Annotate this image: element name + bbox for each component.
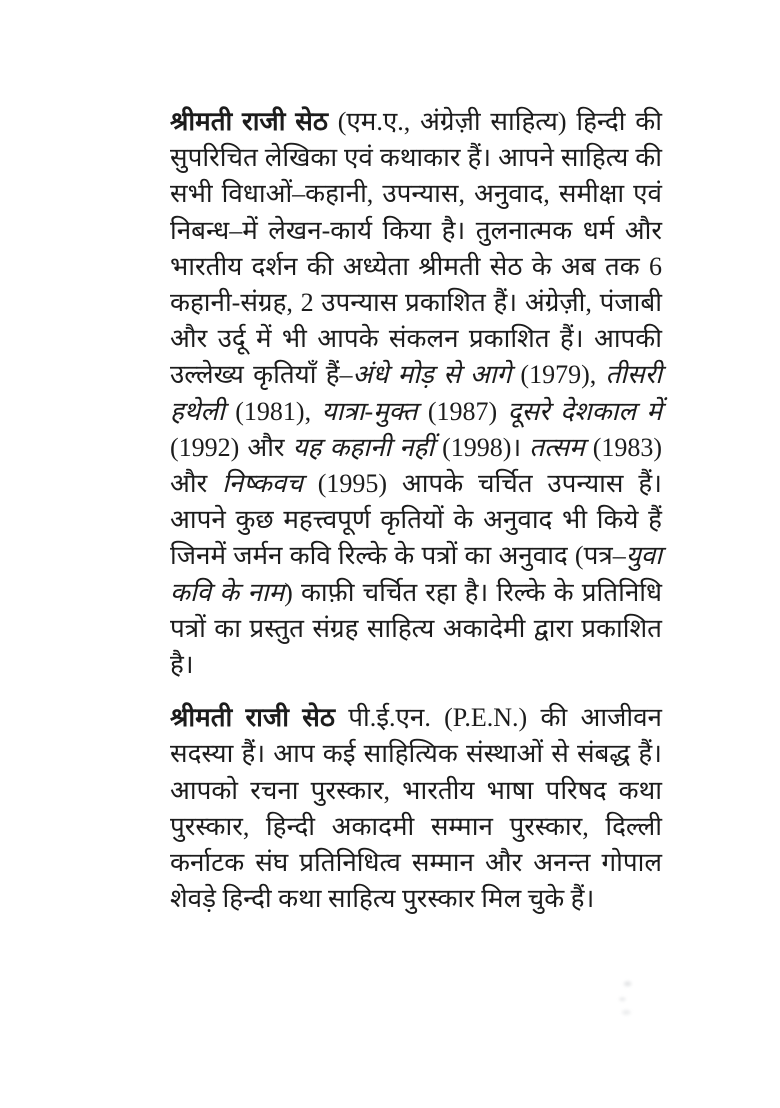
text-run-normal: (1992) और	[170, 432, 293, 462]
text-run-normal: (1981),	[224, 396, 322, 426]
text-run-italic: निष्कवच	[222, 469, 303, 499]
text-run-italic: युवा कवि के नाम	[170, 541, 662, 607]
text-run-italic: यात्रा-मुक्त	[321, 396, 418, 426]
text-run-italic: अंधे मोड़ से आगे	[352, 360, 512, 390]
text-run-normal: (1998)।	[434, 432, 530, 462]
text-run-italic: यह कहानी नहीं	[292, 432, 435, 462]
text-run-normal: (एम.ए., अंग्रेज़ी साहित्य) हिन्दी की सुपरिचित लेखिका एवं कथाकार हैं। आपने साहित्य की सभी विधाओं–कहानी, उपन्यास, अनुवाद, समीक्षा एवं निबन्ध–में लेखन-कार्य किया है। तुलनात्मक धर्म और भारतीय दर्शन की अध्येता श्रीमती सेठ के अब तक 6 कहानी-संग्रह, 2 उपन्यास प्रकाशित हैं। अंग्रेज़ी, पंजाबी और उर्दू में भी आपके संकलन प्रकाशित हैं। आपकी उल्लेख्य कृतियाँ हैं–	[170, 107, 662, 390]
text-run-normal: (1979),	[511, 360, 606, 390]
text-run-normal: (1983) और	[170, 432, 663, 499]
paragraph	[170, 104, 662, 683]
text-run-normal: (1987)	[417, 396, 508, 426]
text-run-italic: तत्सम	[529, 432, 585, 462]
paragraph	[170, 700, 662, 917]
text-run-bold: श्रीमती राजी सेठ	[170, 703, 335, 733]
text-run-italic: तीसरी हथेली	[170, 360, 662, 426]
text-run-italic: दूसरे देशकाल में	[507, 396, 662, 426]
text-run-normal: ) काफ़ी चर्चित रहा है। रिल्के के प्रतिनिधि पत्रों का प्रस्तुत संग्रह साहित्य अकादेमी द्वारा प्रकाशित है।	[170, 577, 662, 680]
text-run-normal: (1995) आपके चर्चित उपन्यास हैं। आपने कुछ महत्त्वपूर्ण कृतियों के अनुवाद भी किये हैं जिनमें जर्मन कवि रिल्के के पत्रों का अनुवाद (पत्र–	[170, 469, 662, 571]
text-run-normal: पी.ई.एन. (P.E.N.) की आजीवन सदस्या हैं। आप कई साहित्यिक संस्थाओं से संबद्ध हैं। आपको रचना पुरस्कार, भारतीय भाषा परिषद कथा पुरस्कार, हिन्दी अकादमी सम्मान पुरस्कार, दिल्ली कर्नाटक संघ प्रतिनिधित्व सम्मान और अनन्त गोपाल शेवड़े हिन्दी कथा साहित्य पुरस्कार मिल चुके हैं।	[170, 703, 662, 914]
scan-smudge	[612, 975, 638, 1019]
page-text	[170, 104, 662, 917]
text-run-bold: श्रीमती राजी सेठ	[170, 107, 328, 136]
